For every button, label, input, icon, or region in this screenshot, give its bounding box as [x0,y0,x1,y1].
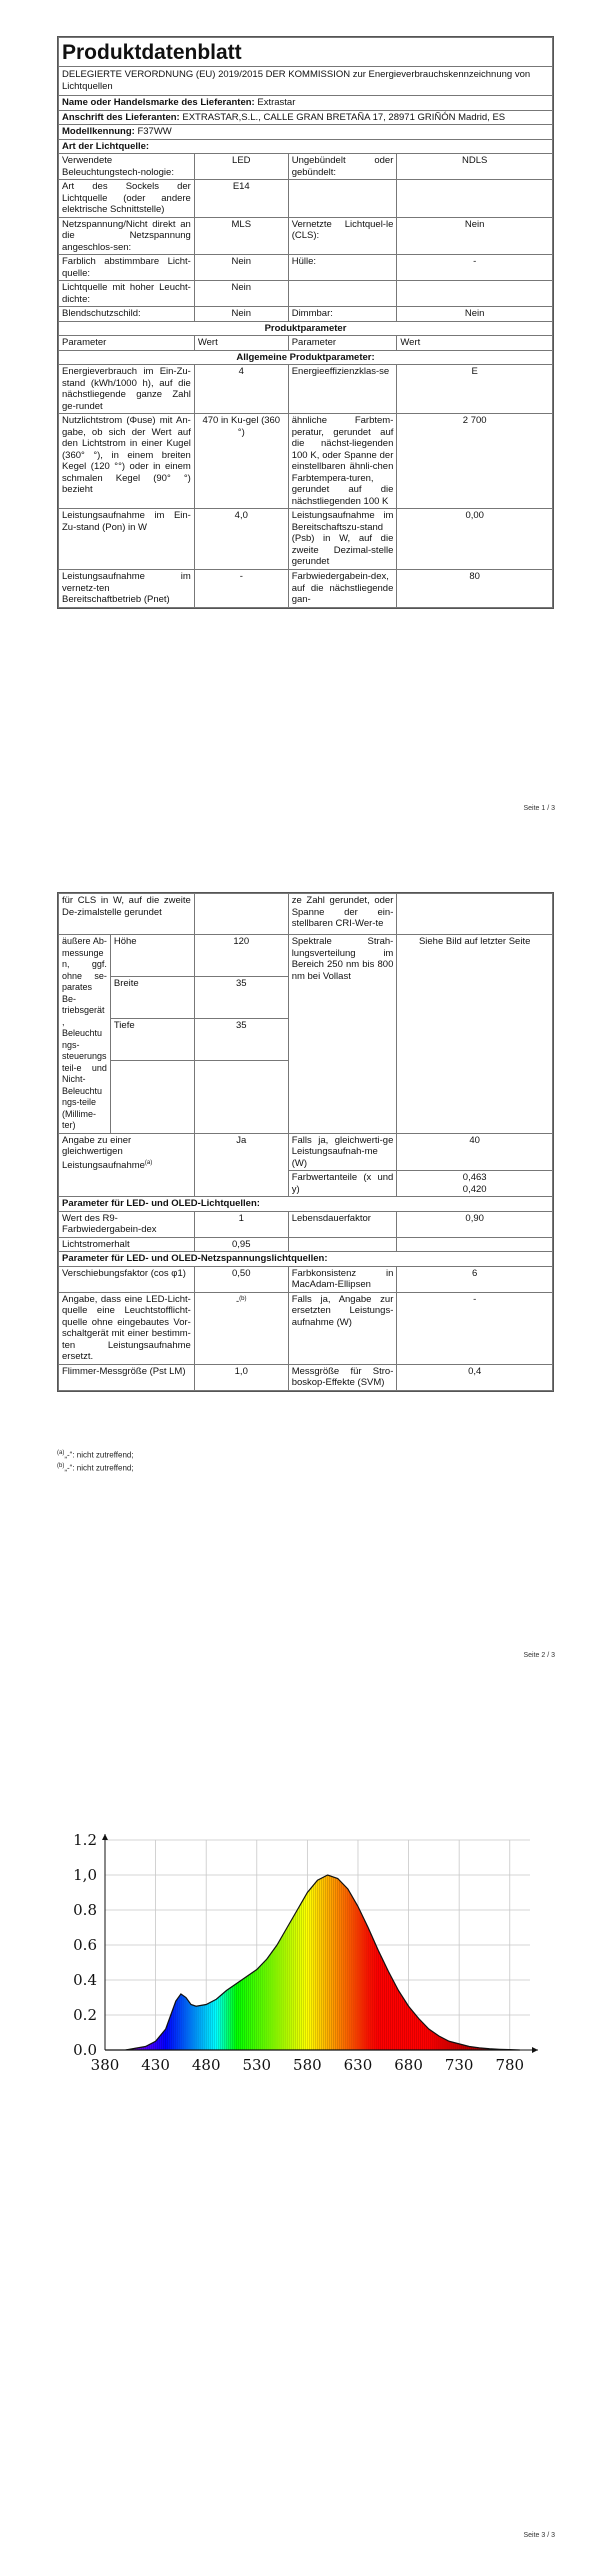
table-row [59,570,553,608]
row-label: Falls ja, gleichwerti-ge Leistungsaufnah-me (W) [288,1133,397,1171]
table-row [59,255,553,281]
datasheet-table-part-1 [57,36,554,609]
row-label: Energieeffizienzklas-se [288,365,397,414]
table-row [59,365,553,414]
spectral-distribution-chart [50,1830,550,2090]
row-value [194,1292,288,1364]
row-label: für CLS in W, auf die zweite De-zimalstelle gerundet [59,894,195,935]
y-tick-label: 0.0 [73,2041,97,2059]
table-row [59,307,553,322]
x-tick-label: 780 [495,2056,525,2074]
row-value: Nein [397,217,553,255]
table-row [59,154,553,180]
dimension-name: Breite [110,976,194,1018]
x-tick-label: 530 [242,2056,272,2074]
y-tick-label: 1,0 [73,1866,97,1884]
row-label: Energieverbrauch im Ein-Zu-stand (kWh/1000 h), auf die nächstliegende ganze Zahl ge-rundet [59,365,195,414]
row-label: Verwendete Beleuchtungstech-nologie: [59,154,195,180]
x-tick-label: 580 [293,2056,322,2074]
row-value [397,180,553,218]
row-value: 0,90 [397,1211,553,1237]
row-label: Leistungsaufnahme im vernetz-ten Bereitschaftbetrieb (Pnet) [59,570,195,608]
row-label: Farblich abstimmbare Licht-quelle: [59,255,195,281]
footnote-marker: (b) [239,1295,247,1302]
x-tick-label: 730 [444,2056,474,2074]
x-axis-arrow [532,2047,538,2053]
general-parameters-header: Allgemeine Produktparameter: [59,350,553,365]
table-row [59,180,553,218]
dimension-value: 35 [194,976,288,1018]
page-1 [0,0,603,820]
table-row [59,1211,553,1237]
column-header: Parameter [59,336,195,351]
column-header: Wert [397,336,553,351]
model-row [59,125,553,140]
footnote-marker: (a) [57,1450,65,1456]
light-source-type-label: Art der Lichtquelle: [59,139,553,154]
row-value: 0,95 [194,1237,288,1252]
supplier-name: Extrastar [257,97,296,108]
row-value: - [397,1292,553,1364]
y-tick-label: 0.2 [73,2006,97,2024]
row-label: Ungebündelt oder gebündelt: [288,154,397,180]
row-value: NDLS [397,154,553,180]
row-label: Art des Sockels der Lichtquelle (oder andere elektrische Schnittstelle) [59,180,195,218]
dimensions-row [59,935,553,977]
row-label: Farbwertanteile (x und y) [288,1171,397,1197]
y-tick-label: 1.2 [73,1831,97,1849]
row-value: 0,50 [194,1266,288,1292]
table-row [59,1292,553,1364]
model-id: F37WW [137,126,172,137]
footnote-a [57,1448,134,1461]
row-label: Dimmbar: [288,307,397,322]
row-label: Leistungsaufnahme im Ein-Zu-stand (Pon) in W [59,509,195,570]
table-row [59,509,553,570]
row-value: Nein [194,281,288,307]
row-label: ze Zahl gerundet, oder Spanne der ein-stellbaren CRI-Wer-te [288,894,397,935]
supplier-address-row [59,110,553,125]
chroma-y: 0,420 [462,1183,487,1195]
row-label [288,1237,397,1252]
row-label: Verschiebungsfaktor (cos φ1) [59,1266,195,1292]
table-row [59,1364,553,1390]
row-label: Hülle: [288,255,397,281]
row-value: 4,0 [194,509,288,570]
row-value: LED [194,154,288,180]
regulation-text: DELEGIERTE VERORDNUNG (EU) 2019/2015 DER KOMMISSION zur Energieverbrauchskennzeichnung von Lichtquellen [59,67,553,96]
x-tick-label: 380 [90,2056,120,2074]
row-value: 80 [397,570,553,608]
spectral-value: Siehe Bild auf letzter Seite [397,935,553,1134]
row-value: 2 700 [397,414,553,509]
datasheet-table-part-2 [57,892,554,1392]
dimension-name: Höhe [110,935,194,977]
dimension-name: Tiefe [110,1018,194,1060]
x-tick-label: 680 [394,2056,423,2074]
row-value [397,281,553,307]
row-value: E [397,365,553,414]
column-header: Parameter [288,336,397,351]
row-value: 470 in Ku-gel (360 °) [194,414,288,509]
row-label: Farbwiedergabein-dex, auf die nächstliegende gan- [288,570,397,608]
supplier-address-label: Anschrift des Lieferanten: [62,111,180,123]
footnotes [57,1448,134,1473]
supplier-name-row [59,96,553,111]
row-label: Leistungsaufnahme im Bereitschaftszu-stand (Psb) in W, auf die zweite Dezimal-stelle gerundet [288,509,397,570]
model-label: Modellkennung: [62,126,135,137]
table-row [59,1133,553,1171]
row-label: Blendschutzschild: [59,307,195,322]
chroma-x: 0,463 [462,1172,487,1183]
page-2 [0,820,603,1680]
dimension-value: 120 [194,935,288,977]
row-value: 1,0 [194,1364,288,1390]
row-value: Nein [194,307,288,322]
table-row [59,414,553,509]
page-3 [0,1680,603,2560]
row-label [59,1133,195,1197]
row-label: Farbkonsistenz in MacAdam-Ellipsen [288,1266,397,1292]
row-value: E14 [194,180,288,218]
row-label: Flimmer-Messgröße (Pst LM) [59,1364,195,1390]
row-value: Nein [397,307,553,322]
row-value: 0,4 [397,1364,553,1390]
equiv-label: Angabe zu einer gleichwertigen Leistungsaufnahme [62,1134,145,1171]
y-tick-label: 0.8 [73,1901,97,1919]
footnote-b [57,1461,134,1474]
row-label: Messgröße für Stro-boskop-Effekte (SVM) [288,1364,397,1390]
row-value: 1 [194,1211,288,1237]
column-header-row [59,336,553,351]
table-row [59,894,553,935]
dimensions-label: äußere Ab-messungen, ggf. ohne se-parates Be-triebsgerät, Beleuchtungs-steuerungsteil-e und Nicht-Beleuchtungs-teile (Millime-ter) [59,935,111,1134]
row-value: MLS [194,217,288,255]
column-header: Wert [194,336,288,351]
table-row [59,1266,553,1292]
row-value [397,1237,553,1252]
page-number: Seite 2 / 3 [523,1652,555,1659]
row-value: 6 [397,1266,553,1292]
row-label: ähnliche Farbtem-peratur, gerundet auf die nächst-liegenden 100 K, oder Spanne der einstellbaren ähnli-chen Farbtempera-turen, gerundet auf die nächstliegenden 100 K [288,414,397,509]
mains-parameters-header: Parameter für LED- und OLED-Netzspannungslichtquellen: [59,1252,553,1267]
datasheet-title: Produktdatenblatt [59,38,553,67]
row-value: 0,00 [397,509,553,570]
x-tick-label: 630 [343,2056,373,2074]
table-row [59,281,553,307]
row-label: Netzspannung/Nicht direkt an die Netzspannung angeschlos-sen: [59,217,195,255]
spectral-label: Spektrale Strah-lungsverteilung im Bereich 250 nm bis 800 nm bei Vollast [288,935,397,1134]
row-label: Lebensdauerfaktor [288,1211,397,1237]
row-value: Nein [194,255,288,281]
footnote-text: „-“: nicht zutreffend; [64,1463,134,1473]
supplier-address: EXTRASTAR,S.L., CALLE GRAN BRETAÑA 17, 28971 GRIÑÓN Madrid, ES [182,111,506,123]
row-label [288,180,397,218]
row-label: Vernetzte Lichtquel-le (CLS): [288,217,397,255]
row-label: Nutzlichtstrom (Φuse) mit An-gabe, ob sich der Wert auf den Lichtstrom in einer Kugel (360° °), in einem breiten Kegel (120 °°) oder in einem schmalen Kegel (90° °) bezieht [59,414,195,509]
row-value: Ja [194,1133,288,1197]
row-value: 4 [194,365,288,414]
row-label: Falls ja, Angabe zur ersetzten Leistungs-aufnahme (W) [288,1292,397,1364]
y-axis-arrow [102,1834,108,1840]
page-number: Seite 1 / 3 [523,805,555,812]
table-row [59,1237,553,1252]
y-tick-label: 0.4 [73,1971,97,1989]
footnote-marker: (b) [57,1462,65,1469]
dimension-value: 35 [194,1018,288,1060]
value-text: - [236,1295,240,1307]
row-value: 40 [397,1133,553,1171]
row-value: - [194,570,288,608]
row-label: Angabe, dass eine LED-Licht-quelle eine Leuchtstofflicht-quelle ohne eingebautes Vor-schaltgerät mit einer bestimm-ten Leistungsaufnahme ersetzt. [59,1292,195,1364]
table-row [59,217,553,255]
page-number: Seite 3 / 3 [523,2532,555,2539]
product-parameters-header: Produktparameter [59,321,553,336]
footnote-text: „-“: nicht zutreffend; [64,1450,134,1460]
row-label: Lichtstromerhalt [59,1237,195,1252]
x-tick-label: 480 [191,2056,221,2074]
supplier-name-label: Name oder Handelsmarke des Lieferanten: [62,97,255,108]
row-label: Wert des R9-Farbwiedergabein-dex [59,1211,195,1237]
x-tick-label: 430 [141,2056,170,2074]
row-value [397,1171,553,1197]
row-label: Lichtquelle mit hoher Leucht-dichte: [59,281,195,307]
footnote-marker: (a) [144,1159,153,1166]
row-value: - [397,255,553,281]
led-parameters-header: Parameter für LED- und OLED-Lichtquellen: [59,1197,553,1212]
row-label [288,281,397,307]
y-tick-label: 0.6 [73,1936,97,1954]
